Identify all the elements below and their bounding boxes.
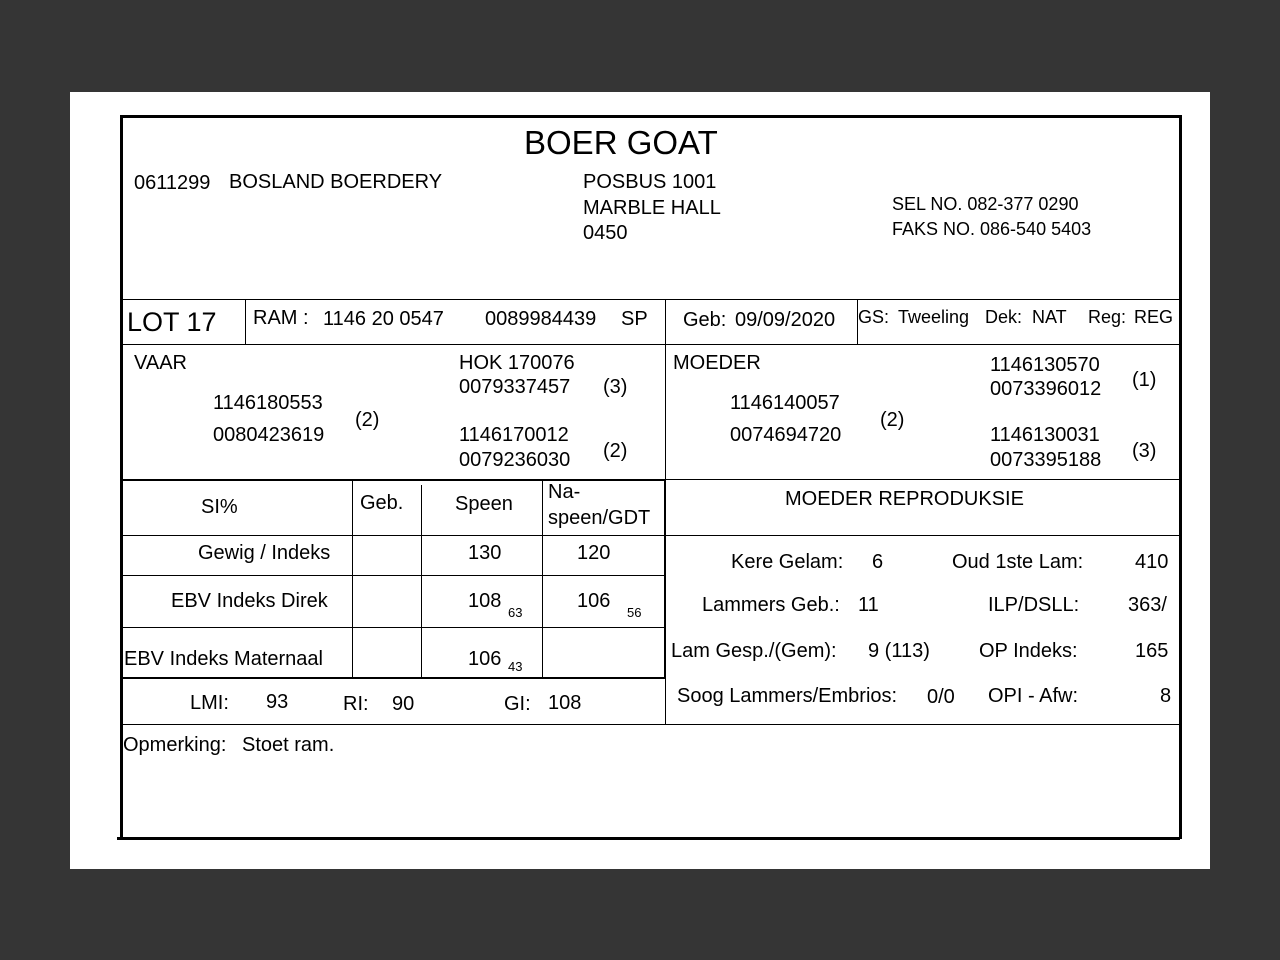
si-header: SI% [201,496,238,518]
card-border-left [120,115,123,839]
cell-number: SEL NO. 082-377 0290 [892,194,1079,214]
grid-line [120,344,1182,345]
gs-value: Tweeling [898,307,970,327]
gi-value: 108 [548,692,582,714]
grid-line [664,479,666,679]
dam-sire-id: 1146130570 [990,354,1100,376]
sire-label: VAAR [134,352,187,374]
ram-grade: SP [621,308,648,330]
sire-tag: 0080423619 [213,424,325,446]
dam-dam-count: (3) [1132,440,1157,462]
oud-value: 410 [1135,551,1169,573]
gs-label: GS: [858,307,890,327]
naspeen-header-2: speen/GDT [548,507,651,529]
op-label: OP Indeks: [979,640,1078,662]
soog-label: Soog Lammers/Embrios: [677,685,898,707]
page-title: BOER GOAT [524,124,718,161]
birth-label: Geb: [683,309,727,331]
sire-count: (2) [355,409,380,431]
sire-dam-count: (2) [603,440,628,462]
address-line-1: POSBUS 1001 [583,171,717,193]
grid-line [120,677,665,679]
fax-number: FAKS NO. 086-540 5403 [892,219,1092,239]
address-line-2: MARBLE HALL [583,197,721,219]
dam-id: 1146140057 [730,392,840,414]
opi-value: 8 [1160,685,1172,707]
gi-label: GI: [504,693,531,715]
dam-count: (2) [880,409,905,431]
ilp-value: 363/ [1128,594,1167,616]
dam-label: MOEDER [673,352,761,374]
card-border-top [120,115,1182,118]
remark-label: Opmerking: [123,734,227,756]
kere-label: Kere Gelam: [731,551,844,573]
oud-label: Oud 1ste Lam: [952,551,1084,573]
ri-value: 90 [392,693,415,715]
breeder-code: 0611299 [134,172,211,194]
dam-dam-id: 1146130031 [990,424,1100,446]
naspeen-header-1: Na- [548,481,581,503]
grid-line [665,479,1182,480]
op-value: 165 [1135,640,1169,662]
ram-id: 1146 20 0547 [323,308,444,330]
reg-value: REG [1134,307,1174,327]
card-border-right [1179,115,1182,839]
reg-label: Reg: [1088,307,1127,327]
ram-label: RAM : [253,307,309,329]
lmi-value: 93 [266,691,289,713]
sire-id: 1146180553 [213,392,323,414]
weight-speen: 130 [468,542,502,564]
speen-header: Speen [455,493,513,515]
reproduction-title: MOEDER REPRODUKSIE [785,488,1024,510]
ram-tag: 0089984439 [485,308,597,330]
grid-line [120,535,1182,536]
maternal-speen: 106 [468,648,502,670]
lam-value: 9 (113) [868,640,930,662]
grid-line [120,575,665,576]
weight-naspeen: 120 [577,542,611,564]
row-label-direct: EBV Indeks Direk [171,590,328,612]
grid-line [352,481,353,679]
direct-speen-sub: 63 [508,605,523,620]
pen-label: HOK 170076 [459,352,575,374]
direct-naspeen: 106 [577,590,611,612]
grid-line [120,299,1182,300]
kere-value: 6 [872,551,884,573]
row-label-weight: Gewig / Indeks [198,542,331,564]
opi-label: OPI - Afw: [988,685,1079,707]
card-border-bottom [117,837,1180,840]
birth-date: 09/09/2020 [735,309,836,331]
breeder-name: BOSLAND BOERDERY [229,171,443,193]
grid-line [120,627,665,628]
dek-label: Dek: [985,307,1023,327]
dam-sire-tag: 0073396012 [990,378,1102,400]
address-line-3: 0450 [583,222,628,244]
ri-label: RI: [343,693,369,715]
sire-dam-id: 1146170012 [459,424,569,446]
maternal-speen-sub: 43 [508,659,523,674]
dek-value: NAT [1032,307,1067,327]
lam-label: Lam Gesp./(Gem): [671,640,837,662]
row-label-maternal: EBV Indeks Maternaal [124,648,323,670]
lot-number: LOT 17 [127,307,217,337]
remark-text: Stoet ram. [242,734,335,756]
grid-line [542,481,543,679]
dam-tag: 0074694720 [730,424,842,446]
ilp-label: ILP/DSLL: [988,594,1080,616]
grid-line [120,724,1182,725]
sire-sire-count: (3) [603,376,628,398]
soog-value: 0/0 [927,686,955,708]
grid-line [245,299,246,344]
direct-naspeen-sub: 56 [627,605,642,620]
sire-dam-tag: 0079236030 [459,449,571,471]
sale-card [120,115,1182,840]
dam-sire-count: (1) [1132,369,1157,391]
lmi-label: LMI: [190,692,229,714]
lammers-label: Lammers Geb.: [702,594,840,616]
dam-dam-tag: 0073395188 [990,449,1102,471]
lammers-value: 11 [858,594,879,616]
sire-sire-tag: 0079337457 [459,376,571,398]
grid-line [120,479,665,481]
direct-speen: 108 [468,590,502,612]
grid-line [421,485,422,679]
geb-header: Geb. [360,492,404,514]
